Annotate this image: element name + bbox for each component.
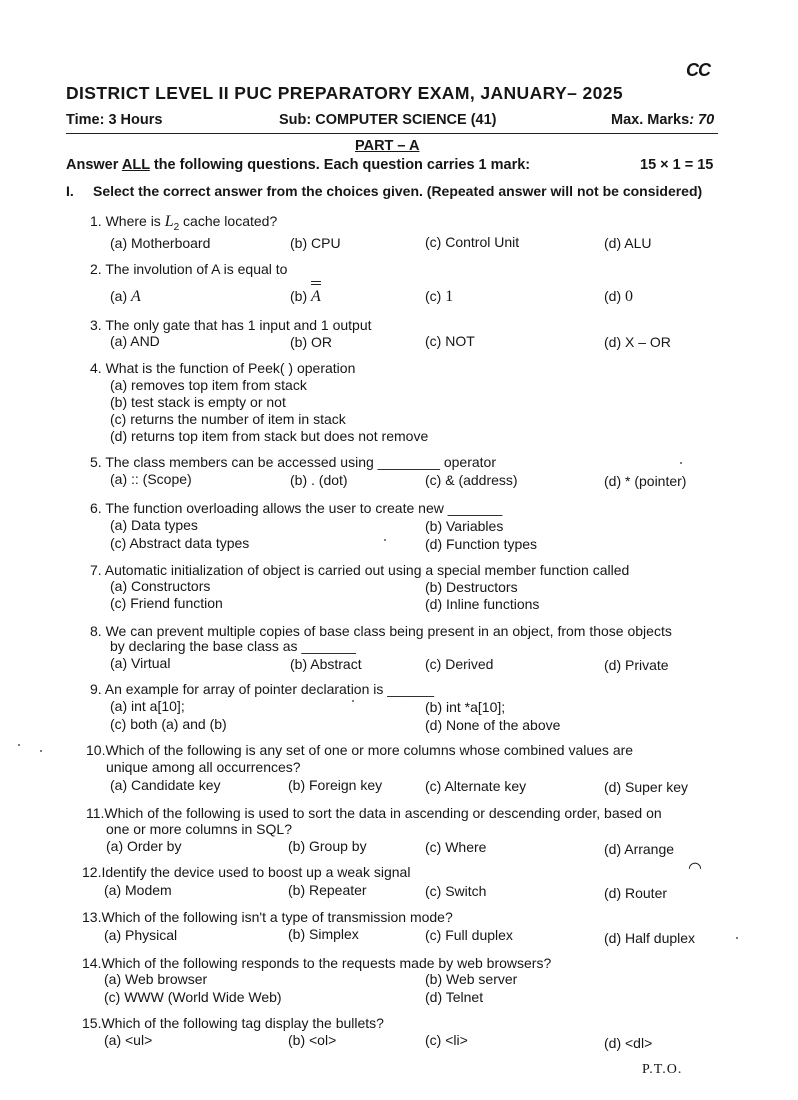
q6-option-b: (b) Variables [425, 518, 504, 534]
q1-option-a: (a) Motherboard [110, 235, 211, 251]
q1-option-b: (b) CPU [290, 235, 341, 251]
q1-option-c: (c) Control Unit [425, 234, 520, 250]
question-10-cont: unique among all occurrences? [106, 759, 301, 775]
scan-speck [736, 937, 738, 939]
q10-option-a: (a) Candidate key [110, 777, 221, 793]
q4-option-c: (c) returns the number of item in stack [110, 411, 346, 427]
q14-option-c: (c) WWW (World Wide Web) [104, 989, 282, 1005]
scan-speck [680, 462, 682, 464]
q13-option-d: (d) Half duplex [604, 930, 696, 946]
max-marks [611, 112, 714, 128]
q5-option-a: (a) :: (Scope) [110, 471, 192, 487]
q2-c-label: (c) [425, 288, 446, 304]
q2-b-value [311, 288, 321, 306]
q10-option-c: (c) Alternate key [425, 778, 527, 794]
q7-option-b: (b) Destructors [425, 579, 518, 595]
header-divider [66, 133, 718, 134]
q12-option-c: (c) Switch [425, 883, 487, 899]
question-10: 10.Which of the following is any set of one or more columns whose combined values are [86, 742, 634, 758]
scan-speck [18, 744, 20, 746]
instruction-pre: Answer [66, 157, 122, 173]
q9-option-d: (d) None of the above [425, 717, 561, 733]
scan-speck [352, 700, 354, 702]
question-3: 3. The only gate that has 1 input and 1 output [90, 317, 372, 333]
q9-option-c: (c) both (a) and (b) [110, 716, 227, 732]
page-turn-over: P.T.O. [642, 1062, 683, 1077]
question-13: 13.Which of the following isn't a type of transmission mode? [82, 909, 453, 925]
question-8: 8. We can prevent multiple copies of base class being present in an object, from those objects [90, 623, 672, 639]
question-15: 15.Which of the following tag display the bullets? [82, 1015, 384, 1031]
q1-stem-pre: 1. Where is [90, 213, 165, 229]
q12-option-b: (b) Repeater [288, 882, 367, 898]
q14-option-d: (d) Telnet [425, 989, 484, 1005]
q5-option-b: (b) . (dot) [290, 472, 348, 488]
exam-subject: Sub: COMPUTER SCIENCE (41) [279, 112, 497, 128]
q2-a-label: (a) [110, 288, 131, 304]
q8-option-b: (b) Abstract [290, 656, 362, 672]
q7-option-a: (a) Constructors [110, 578, 211, 594]
q14-option-a: (a) Web browser [104, 971, 208, 987]
q2-option-d [604, 288, 633, 306]
q15-option-a: (a) <ul> [104, 1032, 153, 1048]
section-number: I. [66, 183, 74, 199]
question-7: 7. Automatic initialization of object is carried out using a special member function called [90, 562, 630, 578]
q3-option-d: (d) X – OR [604, 334, 671, 350]
question-4: 4. What is the function of Peek( ) operation [90, 360, 356, 376]
q3-option-a: (a) AND [110, 333, 160, 349]
q8-option-c: (c) Derived [425, 656, 494, 672]
q10-option-d: (d) Super key [604, 779, 689, 795]
q5-option-d: (d) * (pointer) [604, 473, 687, 489]
q3-option-b: (b) OR [290, 334, 332, 350]
q9-option-b: (b) int *a[10]; [425, 699, 506, 715]
q2-d-label: (d) [604, 288, 625, 304]
scan-speck [40, 750, 42, 752]
part-instruction [66, 157, 530, 173]
q14-option-b: (b) Web server [425, 971, 518, 987]
q15-option-c: (c) <li> [425, 1032, 468, 1048]
q11-option-c: (c) Where [425, 839, 487, 855]
q2-b-label: (b) [290, 288, 311, 304]
section-instruction: Select the correct answer from the choices given. (Repeated answer will not be considered) [93, 183, 703, 199]
q13-option-b: (b) Simplex [288, 926, 359, 942]
question-14: 14.Which of the following responds to the requests made by web browsers? [82, 955, 552, 971]
q13-option-a: (a) Physical [104, 927, 178, 943]
q15-option-b: (b) <ol> [288, 1032, 337, 1048]
q4-option-b: (b) test stack is empty or not [110, 394, 286, 410]
instruction-all: ALL [121, 157, 150, 173]
q2-d-value: 0 [625, 288, 633, 305]
q6-option-c: (c) Abstract data types [110, 535, 250, 551]
q2-b-letter: A [311, 288, 321, 305]
question-9: 9. An example for array of pointer declaration is ______ [90, 681, 434, 697]
question-12: 12.Identify the device used to boost up a weak signal [82, 864, 411, 880]
max-marks-label: Max. Marks [611, 112, 690, 128]
question-6: 6. The function overloading allows the user to create new _______ [90, 500, 503, 516]
question-11: 11.Which of the following is used to sort the data in ascending or descending order, based on [86, 805, 662, 821]
q12-option-d: (d) Router [604, 885, 668, 901]
question-2: 2. The involution of A is equal to [90, 261, 288, 277]
exam-title: DISTRICT LEVEL II PUC PREPARATORY EXAM, JANUARY– 2025 [66, 83, 624, 103]
exam-time: Time: 3 Hours [66, 112, 163, 128]
q2-option-b [290, 288, 321, 306]
q11-option-b: (b) Group by [288, 838, 367, 854]
q7-option-c: (c) Friend function [110, 595, 223, 611]
part-marks: 15 × 1 = 15 [640, 157, 714, 173]
q5-option-c: (c) & (address) [425, 472, 518, 488]
max-marks-value: : 70 [689, 112, 715, 128]
q2-c-value: 1 [445, 288, 454, 305]
q1-stem-post: cache located? [179, 213, 278, 229]
q1-math-l: L [164, 213, 174, 230]
q13-option-c: (c) Full duplex [425, 927, 513, 943]
question-8-cont: by declaring the base class as _______ [110, 638, 356, 654]
q6-option-a: (a) Data types [110, 517, 198, 533]
q1-math-sub: 2 [173, 221, 180, 233]
instruction-post: the following questions. Each question carries 1 mark: [149, 157, 531, 173]
q4-option-d: (d) returns top item from stack but does not remove [110, 428, 429, 444]
q15-option-d: (d) <dl> [604, 1035, 653, 1051]
q4-option-a: (a) removes top item from stack [110, 377, 307, 393]
q6-option-d: (d) Function types [425, 536, 538, 552]
q11-option-a: (a) Order by [106, 838, 182, 854]
q9-option-a: (a) int a[10]; [110, 698, 185, 714]
q12-option-a: (a) Modem [104, 882, 172, 898]
q7-option-d: (d) Inline functions [425, 596, 540, 612]
exam-logo: CC [686, 60, 710, 80]
question-5: 5. The class members can be accessed using ________ operator [90, 454, 496, 470]
question-11-cont: one or more columns in SQL? [106, 821, 292, 837]
q1-option-d: (d) ALU [604, 235, 652, 251]
question-1 [90, 213, 277, 233]
part-title: PART – A [355, 138, 420, 154]
scan-mark-icon: ◠ [688, 860, 702, 877]
scan-speck [384, 539, 386, 541]
q8-option-d: (d) Private [604, 657, 669, 673]
q11-option-d: (d) Arrange [604, 841, 675, 857]
q3-option-c: (c) NOT [425, 333, 475, 349]
q10-option-b: (b) Foreign key [288, 777, 383, 793]
q2-a-value: A [131, 288, 141, 305]
q2-option-c [425, 288, 453, 306]
q2-option-a [110, 288, 141, 306]
q8-option-a: (a) Virtual [110, 655, 171, 671]
